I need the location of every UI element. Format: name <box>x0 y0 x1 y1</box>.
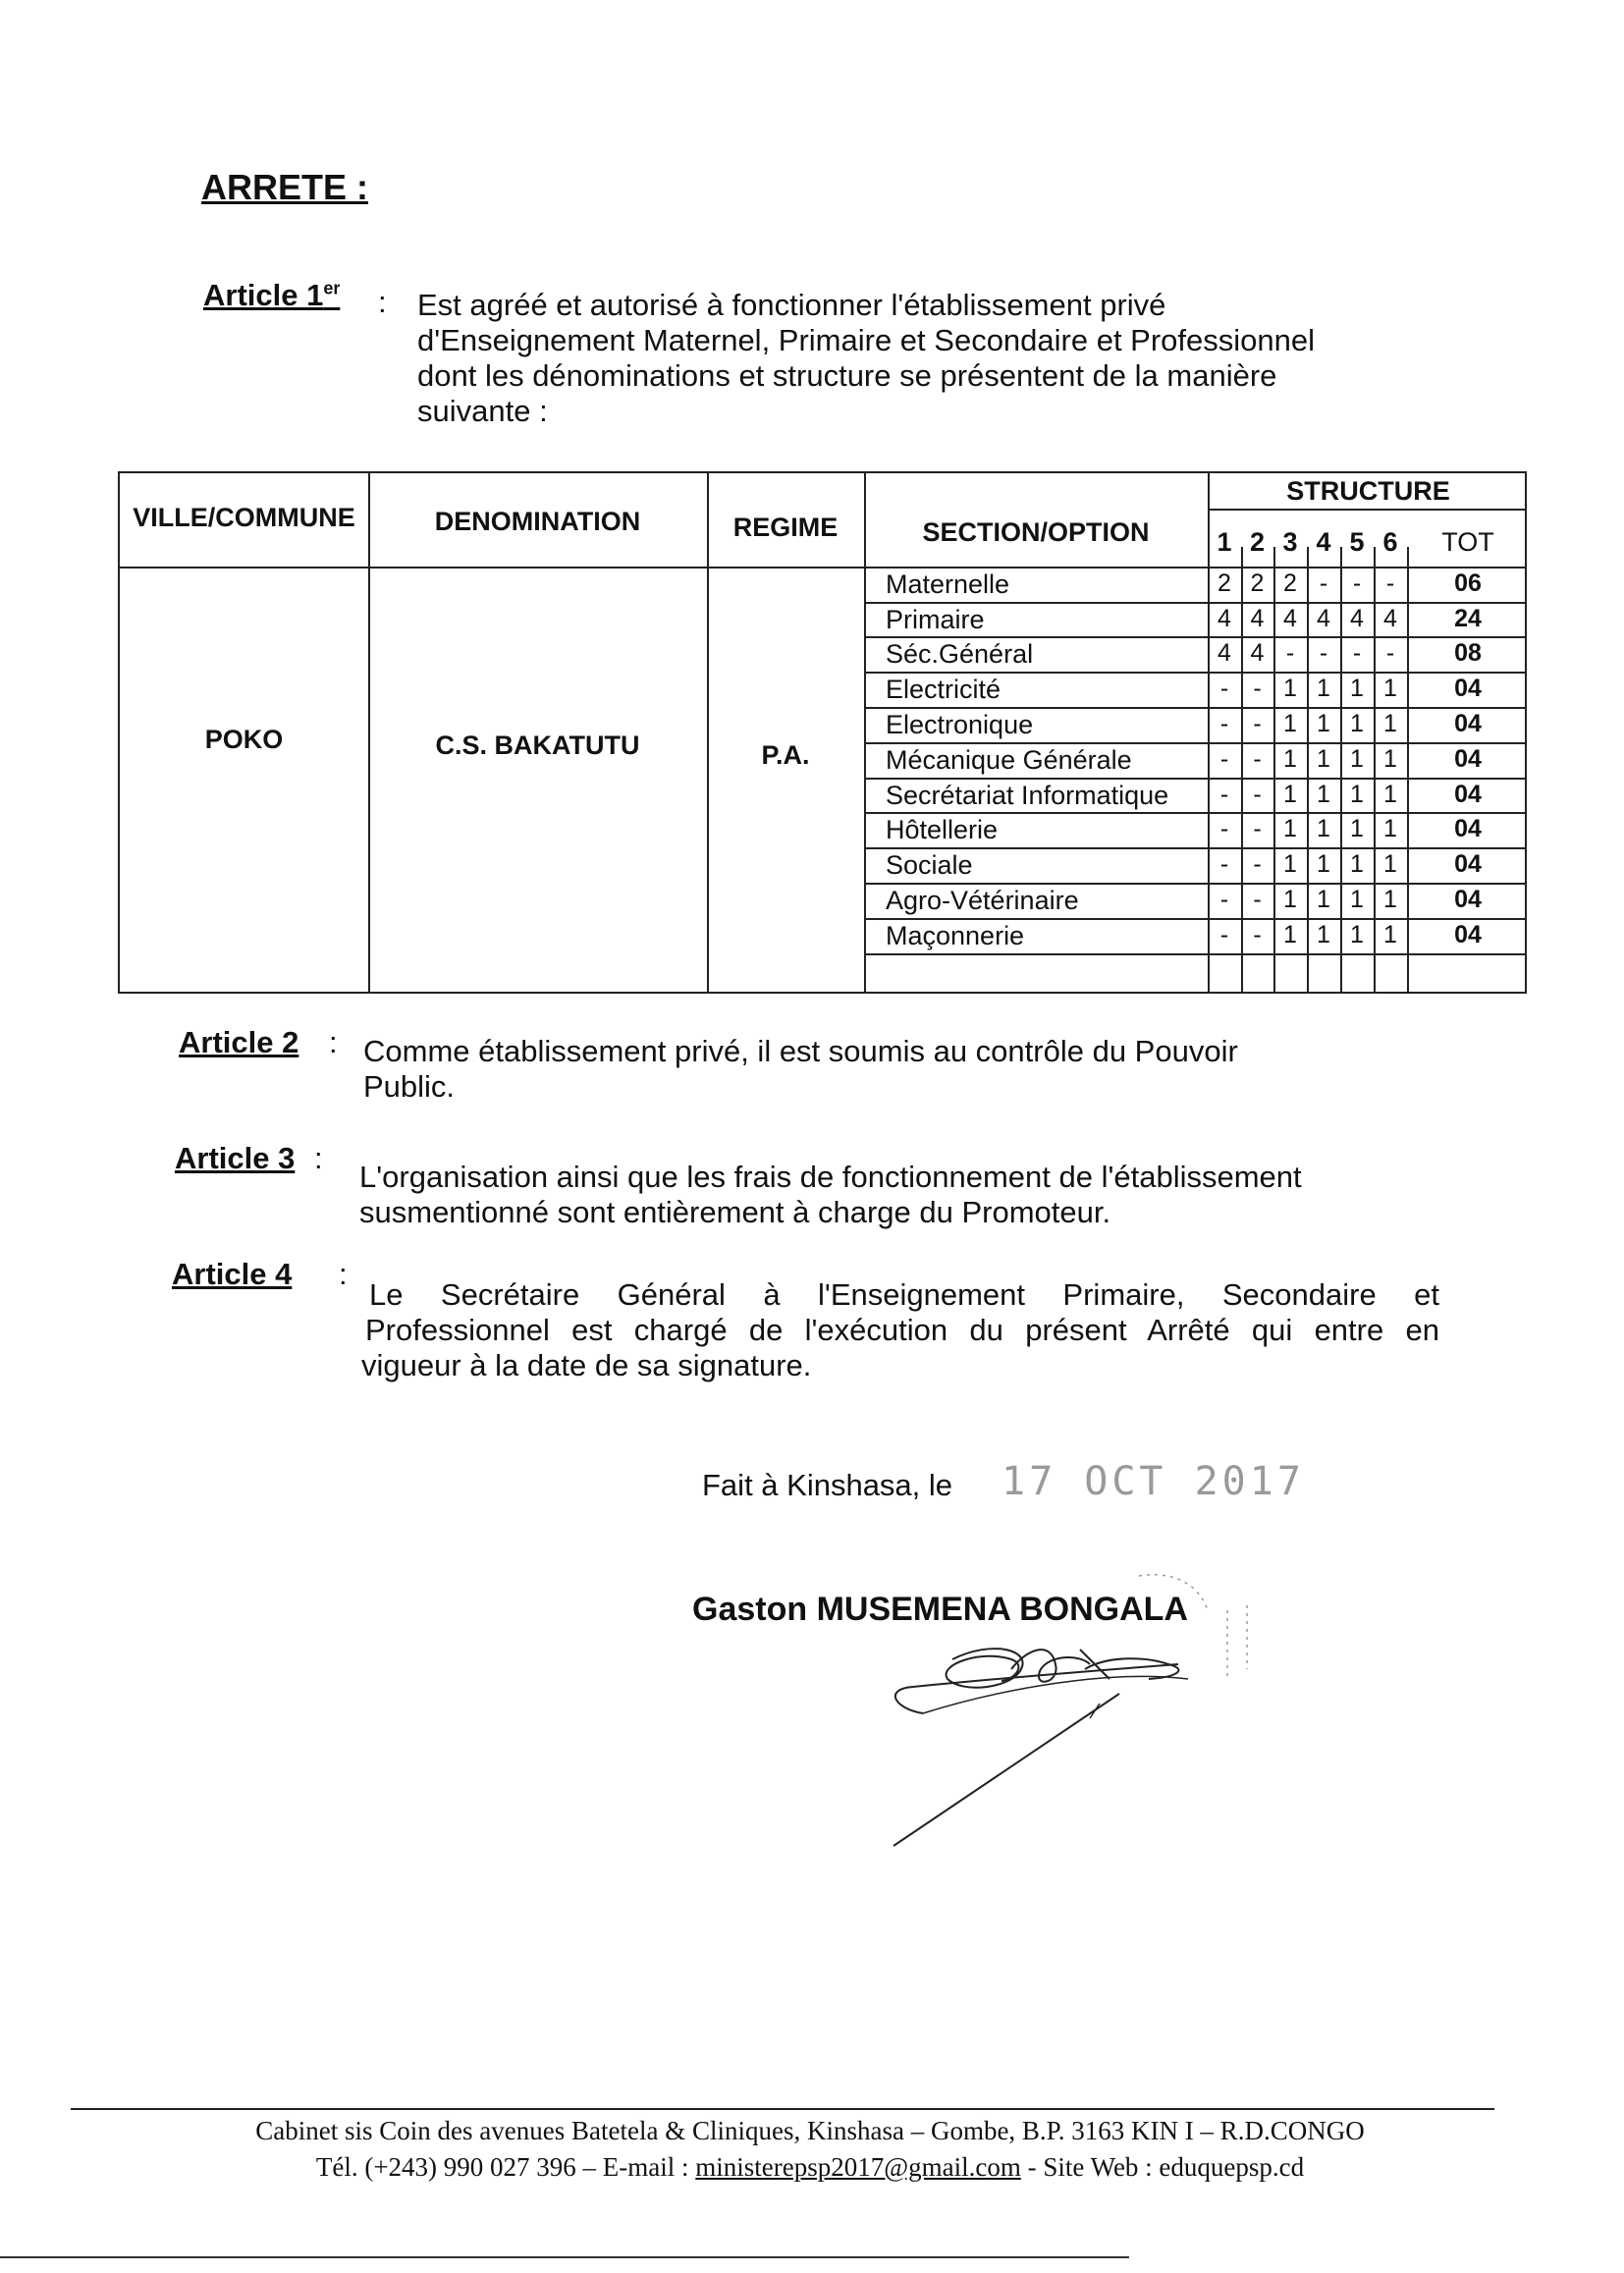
structure-cell-year-1: - <box>1219 886 1229 913</box>
structure-cell-year-4: 1 <box>1317 781 1330 808</box>
structure-cell-year-6: 1 <box>1383 745 1397 773</box>
footer-tel: Tél. (+243) 990 027 396 – E-mail : <box>315 2152 689 2182</box>
section-option-cell: Maçonnerie <box>886 921 1025 950</box>
article-1-label <box>203 278 340 313</box>
section-option-cell: Maternelle <box>886 569 1010 599</box>
structure-cell-year-6: 1 <box>1383 710 1397 737</box>
article-3-line-1: L'organisation ainsi que les frais de fonctionnement de l'établissement <box>359 1160 1302 1194</box>
article-1-label-text: Article 1 <box>203 278 324 312</box>
structure-cell-year-4: - <box>1319 639 1328 667</box>
total-cell: 04 <box>1454 886 1482 913</box>
structure-cell-year-2: - <box>1253 745 1262 773</box>
header-year-4: 4 <box>1316 527 1331 557</box>
structure-cell-year-4: 1 <box>1317 886 1330 913</box>
total-cell: 08 <box>1454 639 1482 667</box>
header-year-3: 3 <box>1282 527 1298 557</box>
structure-cell-year-3: 1 <box>1283 886 1297 913</box>
structure-table <box>118 471 1527 994</box>
structure-cell-year-5: 1 <box>1350 886 1364 913</box>
article-2-line-2: Public. <box>363 1069 456 1104</box>
section-option-cell: Hôtellerie <box>886 815 999 844</box>
total-cell: 04 <box>1454 781 1482 808</box>
footer-divider <box>71 2108 1494 2110</box>
structure-cell-year-5: 1 <box>1350 921 1364 948</box>
structure-cell-year-2: 4 <box>1250 639 1265 667</box>
structure-cell-year-4: 1 <box>1317 921 1330 948</box>
structure-cell-year-2: - <box>1253 710 1262 737</box>
total-cell: 04 <box>1454 745 1482 773</box>
handwritten-signature <box>854 1571 1443 1866</box>
cell-regime: P.A. <box>761 740 810 770</box>
signature-place: Fait à Kinshasa, le <box>702 1468 953 1502</box>
footer-address: Cabinet sis Coin des avenues Batetela & Cliniques, Kinshasa – Gombe, B.P. 3163 KIN I – R.D.CONGO <box>255 2116 1365 2145</box>
structure-cell-year-1: - <box>1219 815 1229 842</box>
structure-cell-year-4: - <box>1319 569 1328 597</box>
header-ville: VILLE/COMMUNE <box>133 503 355 532</box>
total-cell: 04 <box>1454 675 1482 702</box>
article-4-colon: : <box>339 1257 348 1291</box>
structure-cell-year-6: 1 <box>1383 850 1397 878</box>
total-cell: 04 <box>1454 815 1482 842</box>
structure-cell-year-4: 1 <box>1317 850 1330 878</box>
structure-cell-year-3: - <box>1285 639 1295 667</box>
structure-cell-year-1: - <box>1219 921 1229 948</box>
header-year-1: 1 <box>1217 527 1232 557</box>
total-cell: 04 <box>1454 710 1482 737</box>
total-cell: 04 <box>1454 850 1482 878</box>
structure-cell-year-4: 1 <box>1317 675 1330 702</box>
structure-cell-year-4: 1 <box>1317 815 1330 842</box>
header-year-5: 5 <box>1349 527 1365 557</box>
cell-ville: POKO <box>204 725 284 754</box>
structure-cell-year-2: - <box>1253 850 1262 878</box>
article-3-line-2: susmentionné sont entièrement à charge du Promoteur. <box>359 1195 1111 1229</box>
structure-cell-year-1: - <box>1219 745 1229 773</box>
header-year-2: 2 <box>1249 527 1266 557</box>
structure-cell-year-2: - <box>1253 886 1262 913</box>
section-option-cell: Sociale <box>886 850 973 880</box>
structure-cell-year-6: 1 <box>1383 781 1397 808</box>
structure-cell-year-2: - <box>1253 675 1262 702</box>
structure-cell-year-5: 4 <box>1350 605 1364 632</box>
section-option-cell: Agro-Vétérinaire <box>886 886 1079 915</box>
section-option-cell: Primaire <box>886 605 985 634</box>
total-cell: 06 <box>1454 569 1482 597</box>
structure-cell-year-5: 1 <box>1350 781 1364 808</box>
section-option-cell: Secrétariat Informatique <box>886 781 1169 810</box>
structure-cell-year-1: - <box>1219 675 1229 702</box>
structure-cell-year-3: 1 <box>1283 710 1297 737</box>
structure-cell-year-1: - <box>1219 710 1229 737</box>
page-bottom-line <box>0 2256 1129 2258</box>
article-1-line-1: Est agréé et autorisé à fonctionner l'établissement privé <box>417 288 1166 322</box>
structure-cell-year-2: - <box>1253 815 1262 842</box>
structure-cell-year-3: 1 <box>1283 675 1297 702</box>
article-1-colon: : <box>378 285 387 319</box>
structure-cell-year-1: 2 <box>1218 569 1231 597</box>
structure-cell-year-6: 1 <box>1383 815 1397 842</box>
total-cell: 04 <box>1454 921 1482 948</box>
footer-contact <box>98 2149 1522 2186</box>
structure-cell-year-4: 1 <box>1317 745 1330 773</box>
article-1-line-2: d'Enseignement Maternel, Primaire et Secondaire et Professionnel <box>417 323 1316 357</box>
footer-email-link[interactable]: ministerepsp2017@gmail.com <box>695 2152 1021 2182</box>
structure-cell-year-1: - <box>1219 781 1229 808</box>
structure-cell-year-5: 1 <box>1350 745 1364 773</box>
header-denomination: DENOMINATION <box>434 507 641 536</box>
footer-site: - Site Web : eduquepsp.cd <box>1027 2152 1305 2182</box>
structure-cell-year-6: - <box>1385 569 1395 597</box>
article-4-line-2: Professionnel est chargé de l'exécution du présent Arrêté qui entre en <box>365 1313 1439 1347</box>
article-2-line-1: Comme établissement privé, il est soumis au contrôle du Pouvoir <box>363 1034 1238 1068</box>
structure-cell-year-3: 2 <box>1283 569 1297 597</box>
section-option-cell: Séc.Général <box>886 639 1034 669</box>
structure-cell-year-6: - <box>1385 639 1395 667</box>
signatory-name: Gaston MUSEMENA BONGALA <box>692 1591 1188 1628</box>
structure-cell-year-4: 1 <box>1317 710 1330 737</box>
section-option-cell: Electricité <box>886 675 1001 704</box>
structure-cell-year-2: - <box>1253 921 1262 948</box>
article-3-label: Article 3 <box>175 1141 296 1175</box>
header-year-6: 6 <box>1382 527 1398 557</box>
article-1-line-4: suivante : <box>417 394 548 428</box>
structure-cell-year-3: 1 <box>1283 921 1297 948</box>
structure-cell-year-3: 1 <box>1283 815 1297 842</box>
article-1-sup: er <box>323 278 341 298</box>
article-3-colon: : <box>314 1141 323 1175</box>
structure-cell-year-1: - <box>1219 850 1229 878</box>
structure-cell-year-3: 4 <box>1283 605 1297 632</box>
header-structure: STRUCTURE <box>1286 476 1450 506</box>
structure-cell-year-3: 1 <box>1283 781 1297 808</box>
structure-cell-year-6: 1 <box>1383 886 1397 913</box>
structure-cell-year-4: 4 <box>1317 605 1330 632</box>
date-stamp: 17 OCT 2017 <box>1001 1459 1305 1504</box>
article-1-line-3: dont les dénominations et structure se présentent de la manière <box>417 358 1277 393</box>
structure-cell-year-6: 4 <box>1383 605 1397 632</box>
article-2-label: Article 2 <box>179 1025 299 1059</box>
structure-cell-year-2: 4 <box>1250 605 1265 632</box>
structure-cell-year-5: - <box>1352 639 1362 667</box>
article-4-line-1: Le Secrétaire Général à l'Enseignement Primaire, Secondaire et <box>369 1277 1439 1312</box>
header-section: SECTION/OPTION <box>922 517 1150 547</box>
section-option-cell: Electronique <box>886 710 1034 739</box>
structure-cell-year-5: 1 <box>1350 675 1364 702</box>
structure-cell-year-1: 4 <box>1218 639 1231 667</box>
structure-cell-year-1: 4 <box>1218 605 1231 632</box>
total-cell: 24 <box>1454 605 1482 632</box>
structure-cell-year-3: 1 <box>1283 745 1297 773</box>
header-regime: REGIME <box>732 513 839 542</box>
structure-cell-year-5: 1 <box>1350 815 1364 842</box>
structure-cell-year-6: 1 <box>1383 921 1397 948</box>
structure-cell-year-2: 2 <box>1250 569 1265 597</box>
page-heading: ARRETE : <box>201 167 368 207</box>
article-2-colon: : <box>329 1025 338 1059</box>
article-4-label: Article 4 <box>172 1257 293 1291</box>
section-option-cell: Mécanique Générale <box>886 745 1132 775</box>
structure-cell-year-3: 1 <box>1283 850 1297 878</box>
article-4-line-3: vigueur à la date de sa signature. <box>361 1348 812 1382</box>
structure-cell-year-6: 1 <box>1383 675 1397 702</box>
structure-cell-year-5: - <box>1352 569 1362 597</box>
structure-cell-year-5: 1 <box>1350 850 1364 878</box>
header-tot: TOT <box>1441 527 1494 557</box>
structure-cell-year-5: 1 <box>1350 710 1364 737</box>
cell-denomination: C.S. BAKATUTU <box>435 731 640 760</box>
structure-cell-year-2: - <box>1253 781 1262 808</box>
